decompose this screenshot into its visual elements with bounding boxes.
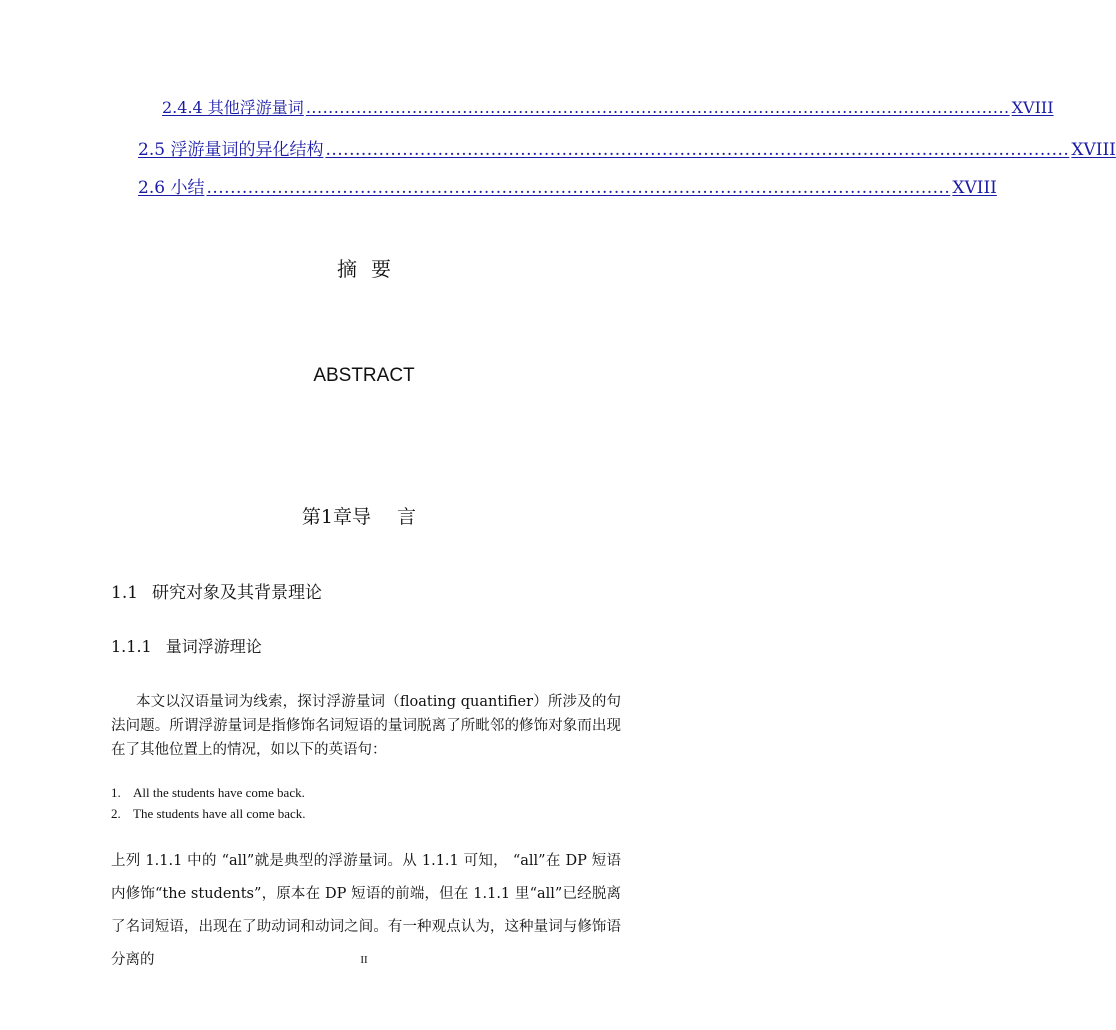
toc-entry-page[interactable]: XVIII: [952, 178, 997, 198]
page-number: II: [360, 954, 368, 966]
body-paragraph-analysis: 上列 1.1.1 中的 “all”就是典型的浮游量词。从 1.1.1 可知， “all”在 DP 短语内修饰“the students”，原本在 DP 短语的前端，但在 1.1.1 里“all”已经脱离了名词短语，出现在了助动词和动词之间。有一种观点认为，这种量词与修饰语分离的: [111, 853, 621, 968]
section-heading-1-1: [111, 578, 322, 603]
body-paragraph-intro: 本文以汉语量词为线索，探讨浮游量词（floating quantifier）所涉及的句法问题。所谓浮游量词是指修饰名词短语的量词脱离了所毗邻的修饰对象而出现在了其他位置上的情况，如以下的英语句：: [111, 694, 621, 758]
example-text: All the students have come back.: [133, 785, 305, 800]
abstract-en-heading: ABSTRACT: [313, 365, 415, 386]
example-item: [111, 782, 306, 803]
section-number: 1.1: [111, 583, 139, 603]
toc-entry-title[interactable]: 2.6 小结: [138, 178, 205, 198]
section-title: 量词浮游理论: [165, 637, 262, 656]
chapter-heading: [0, 502, 728, 529]
toc-entry-page[interactable]: XVIII: [1011, 98, 1054, 117]
example-item: [111, 803, 306, 824]
section-number: 1.1.1: [111, 637, 152, 656]
toc-entry-2-4-4[interactable]: [162, 98, 1054, 118]
chapter-title: 导 言: [352, 506, 427, 528]
toc-leader-dots: ..............................................................................................................................: [305, 98, 1010, 117]
toc-leader-dots: ..............................................................................................................................: [206, 178, 951, 198]
toc-entry-2-5[interactable]: [138, 140, 1116, 160]
toc-entry-title[interactable]: 2.4.4 其他浮游量词: [162, 98, 304, 117]
abstract-cn-heading: 摘要: [337, 257, 405, 281]
example-number: 2.: [111, 806, 121, 821]
toc-entry-page[interactable]: XVIII: [1071, 140, 1116, 160]
section-title: 研究对象及其背景理论: [152, 583, 323, 603]
example-number: 1.: [111, 785, 121, 800]
chapter-number: 第1章: [301, 506, 353, 528]
example-text: The students have all come back.: [133, 806, 306, 821]
example-list: [111, 782, 306, 824]
toc-entry-title[interactable]: 2.5 浮游量词的异化结构: [138, 140, 324, 160]
section-heading-1-1-1: [111, 634, 262, 657]
toc-entry-2-6[interactable]: [138, 178, 997, 198]
toc-leader-dots: ..............................................................................................................................: [325, 140, 1070, 160]
